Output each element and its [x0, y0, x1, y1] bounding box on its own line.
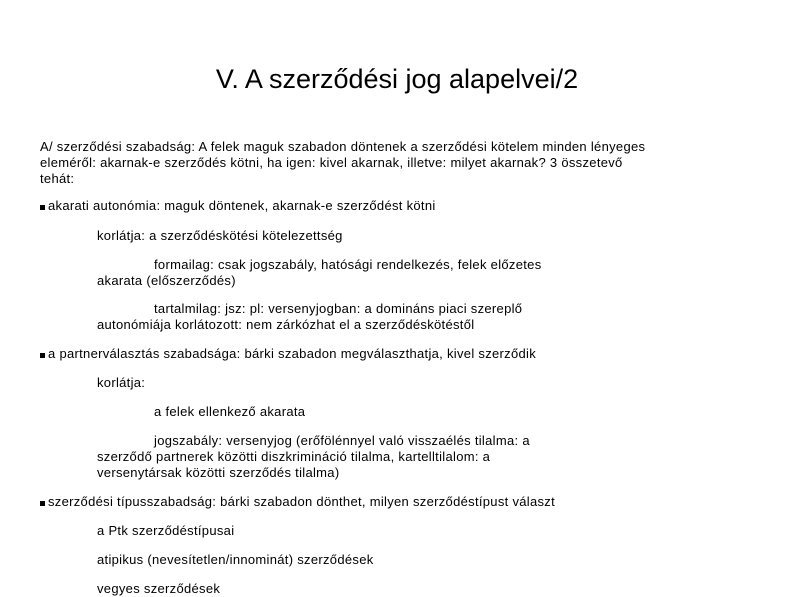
bullet-1-formal-line-1: formailag: csak jogszabály, hatósági rendelkezés, felek előzetes — [154, 257, 542, 272]
bullet-2-marker — [40, 353, 45, 358]
bullet-3-text: szerződési típusszabadság: bárki szabadon dönthet, milyen szerződéstípust választ — [48, 494, 556, 509]
bullet-3-item-3: vegyes szerződések — [97, 581, 221, 596]
bullet-1-marker — [40, 205, 45, 210]
intro-line-2: eleméről: akarnak-e szerződés kötni, ha igen: kivel akarnak, illetve: milyet akarnak? 3 összetevő — [40, 155, 623, 170]
bullet-1-content-line-1: tartalmilag: jsz: pl: versenyjogban: a domináns piaci szereplő — [154, 301, 523, 316]
bullet-2-limit: korlátja: — [97, 375, 146, 390]
bullet-1-limit: korlátja: a szerződéskötési kötelezettség — [97, 228, 343, 243]
bullet-1-formal-line-2: akarata (előszerződés) — [97, 273, 236, 288]
intro-line-1: A/ szerződési szabadság: A felek maguk szabadon döntenek a szerződési kötelem minden lényeges — [40, 139, 646, 154]
bullet-2-text: a partnerválasztás szabadsága: bárki szabadon megválaszthatja, kivel szerződik — [48, 346, 537, 361]
bullet-1-content-line-2: autonómiája korlátozott: nem zárkózhat el a szerződéskötéstől — [97, 317, 475, 332]
bullet-2-sub-2-line-1: jogszabály: versenyjog (erőfölénnyel való visszaélés tilalma: a — [154, 433, 530, 448]
bullet-2-sub-2-line-3: versenytársak közötti szerződés tilalma) — [97, 465, 340, 480]
intro-line-3: tehát: — [40, 171, 75, 186]
bullet-1-text: akarati autonómia: maguk döntenek, akarnak-e szerződést kötni — [48, 198, 436, 213]
bullet-3-item-1: a Ptk szerződéstípusai — [97, 523, 235, 538]
bullet-3-marker — [40, 501, 45, 506]
bullet-3-item-2: atipikus (nevesítetlen/innominát) szerződések — [97, 552, 374, 567]
bullet-2-sub-2-line-2: szerződő partnerek közötti diszkrimináció tilalma, kartelltilalom: a — [97, 449, 491, 464]
slide-title: V. A szerződési jog alapelvei/2 — [215, 64, 579, 94]
bullet-2-sub-1: a felek ellenkező akarata — [154, 404, 306, 419]
